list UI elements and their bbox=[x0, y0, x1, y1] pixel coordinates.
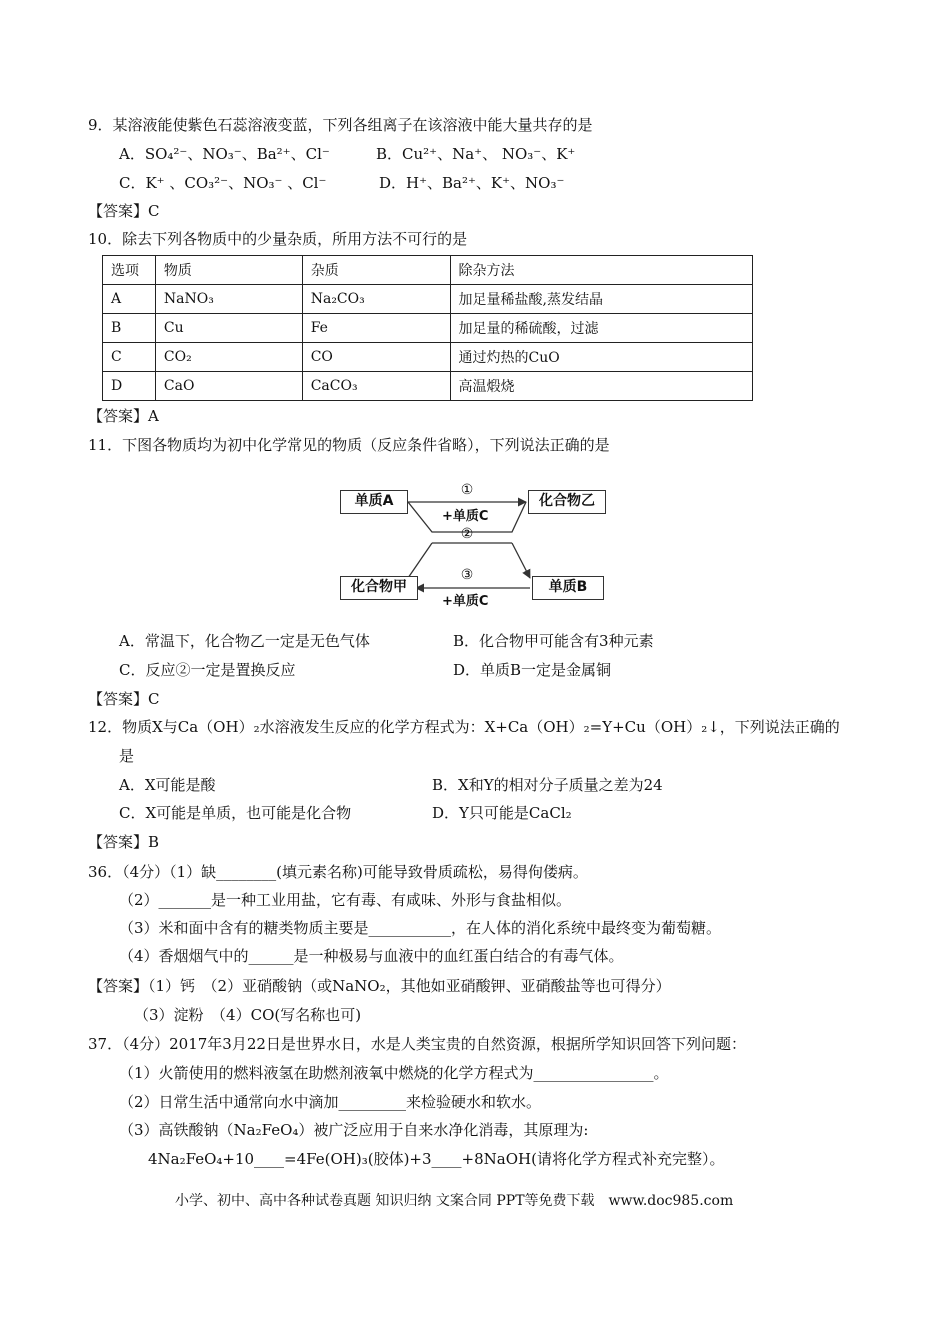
q9-option-a: A．SO₄²⁻、NO₃⁻、Ba²⁺、Cl⁻ bbox=[119, 145, 330, 163]
q12-answer: 【答案】B bbox=[88, 833, 160, 851]
q36-line1: 36．（4分）（1）缺________(填元素名称)可能导致骨质疏松，易得佝偻病。 bbox=[88, 863, 588, 881]
q10-table bbox=[102, 255, 753, 401]
box-compound-jia: 化合物甲 bbox=[340, 576, 418, 600]
table-header-cell: 杂质 bbox=[302, 256, 450, 285]
q9-stem: 9．某溶液能使紫色石蕊溶液变蓝，下列各组离子在该溶液中能大量共存的是 bbox=[88, 116, 593, 134]
table-cell: CO bbox=[302, 343, 450, 372]
q37-line1: 37．（4分）2017年3月22日是世界水日，水是人类宝贵的自然资源，根据所学知识回答下列问题： bbox=[88, 1035, 746, 1053]
page-footer: 小学、初中、高中各种试卷真题 知识归纳 文案合同 PPT等免费下载 www.doc985.com bbox=[175, 1193, 734, 1209]
q11-stem: 11．下图各物质均为初中化学常见的物质（反应条件省略），下列说法正确的是 bbox=[88, 436, 610, 454]
reaction-number-1: ① bbox=[460, 482, 474, 498]
q12-option-d: D．Y只可能是CaCl₂ bbox=[432, 804, 572, 822]
q9-option-d: D．H⁺、Ba²⁺、K⁺、NO₃⁻ bbox=[379, 174, 565, 192]
q10-stem: 10．除去下列各物质中的少量杂质，所用方法不可行的是 bbox=[88, 230, 468, 248]
reagent-label-top: +单质C bbox=[442, 509, 489, 524]
table-cell: CaO bbox=[155, 372, 302, 401]
table-cell: CaCO₃ bbox=[302, 372, 450, 401]
q37-line4: （3）高铁酸钠（Na₂FeO₄）被广泛应用于自来水净化消毒，其原理为: bbox=[119, 1121, 589, 1139]
box-compound-yi: 化合物乙 bbox=[528, 490, 606, 514]
table-cell: B bbox=[103, 314, 156, 343]
q37-line3: （2）日常生活中通常向水中滴加_________来检验硬水和软水。 bbox=[119, 1093, 542, 1111]
table-header-cell: 选项 bbox=[103, 256, 156, 285]
table-row bbox=[103, 314, 753, 343]
q37-line5: 4Na₂FeO₄+10____=4Fe(OH)₃(胶体)+3____+8NaOH(请将化学方程式补充完整）。 bbox=[148, 1150, 725, 1168]
q9-option-b: B．Cu²⁺、Na⁺、 NO₃⁻、K⁺ bbox=[376, 145, 576, 163]
box-element-a: 单质A bbox=[340, 490, 408, 514]
q10-answer: 【答案】A bbox=[88, 407, 159, 425]
table-cell: C bbox=[103, 343, 156, 372]
table-row bbox=[103, 343, 753, 372]
table-cell: A bbox=[103, 285, 156, 314]
q11-option-d: D．单质B一定是金属铜 bbox=[453, 661, 612, 679]
q36-line2: （2）_______是一种工业用盐，它有毒、有咸味、外形与食盐相似。 bbox=[119, 891, 572, 909]
table-cell: 通过灼热的CuO bbox=[450, 343, 752, 372]
q12-stem-line2: 是 bbox=[119, 747, 135, 765]
q12-option-b: B．X和Y的相对分子质量之差为24 bbox=[432, 776, 663, 794]
reagent-label-bottom: +单质C bbox=[442, 594, 489, 609]
q12-option-a: A．X可能是酸 bbox=[119, 776, 216, 794]
table-cell: Fe bbox=[302, 314, 450, 343]
table-cell: 加足量的稀硫酸，过滤 bbox=[450, 314, 752, 343]
reaction-number-3: ③ bbox=[460, 567, 474, 583]
reaction-diagram bbox=[340, 482, 610, 608]
q11-answer: 【答案】C bbox=[88, 690, 160, 708]
table-header-row bbox=[103, 256, 753, 285]
table-cell: 高温煅烧 bbox=[450, 372, 752, 401]
table-row bbox=[103, 372, 753, 401]
q9-answer: 【答案】C bbox=[88, 202, 160, 220]
table-header-cell: 除杂方法 bbox=[450, 256, 752, 285]
q11-option-a: A．常温下，化合物乙一定是无色气体 bbox=[119, 632, 370, 650]
table-cell: Na₂CO₃ bbox=[302, 285, 450, 314]
q36-answer-line2: （3）淀粉 （4）CO(写名称也可) bbox=[134, 1006, 362, 1024]
q36-line4: （4）香烟烟气中的______是一种极易与血液中的血红蛋白结合的有毒气体。 bbox=[119, 947, 624, 965]
table-cell: D bbox=[103, 372, 156, 401]
table-row bbox=[103, 285, 753, 314]
table-cell: Cu bbox=[155, 314, 302, 343]
q9-option-c: C．K⁺ 、CO₃²⁻、NO₃⁻ 、Cl⁻ bbox=[119, 174, 327, 192]
q11-option-c: C．反应②一定是置换反应 bbox=[119, 661, 296, 679]
table-cell: 加足量稀盐酸,蒸发结晶 bbox=[450, 285, 752, 314]
table-cell: NaNO₃ bbox=[155, 285, 302, 314]
table-cell: CO₂ bbox=[155, 343, 302, 372]
q36-answer-line1: 【答案】（1）钙 （2）亚硝酸钠（或NaNO₂，其他如亚硝酸钾、亚硝酸盐等也可得分） bbox=[88, 977, 671, 995]
q37-line2: （1）火箭使用的燃料液氢在助燃剂液氧中燃烧的化学方程式为________________。 bbox=[119, 1064, 669, 1082]
reaction-number-2: ② bbox=[460, 526, 474, 542]
box-element-b: 单质B bbox=[532, 576, 604, 600]
q36-line3: （3）米和面中含有的糖类物质主要是___________，在人体的消化系统中最终变为葡萄糖。 bbox=[119, 919, 722, 937]
q11-option-b: B．化合物甲可能含有3种元素 bbox=[453, 632, 654, 650]
q12-stem-line1: 12．物质X与Ca（OH）₂水溶液发生反应的化学方程式为：X+Ca（OH）₂=Y+Cu（OH）₂↓，下列说法正确的 bbox=[88, 718, 840, 736]
q12-option-c: C．X可能是单质，也可能是化合物 bbox=[119, 804, 352, 822]
table-header-cell: 物质 bbox=[155, 256, 302, 285]
